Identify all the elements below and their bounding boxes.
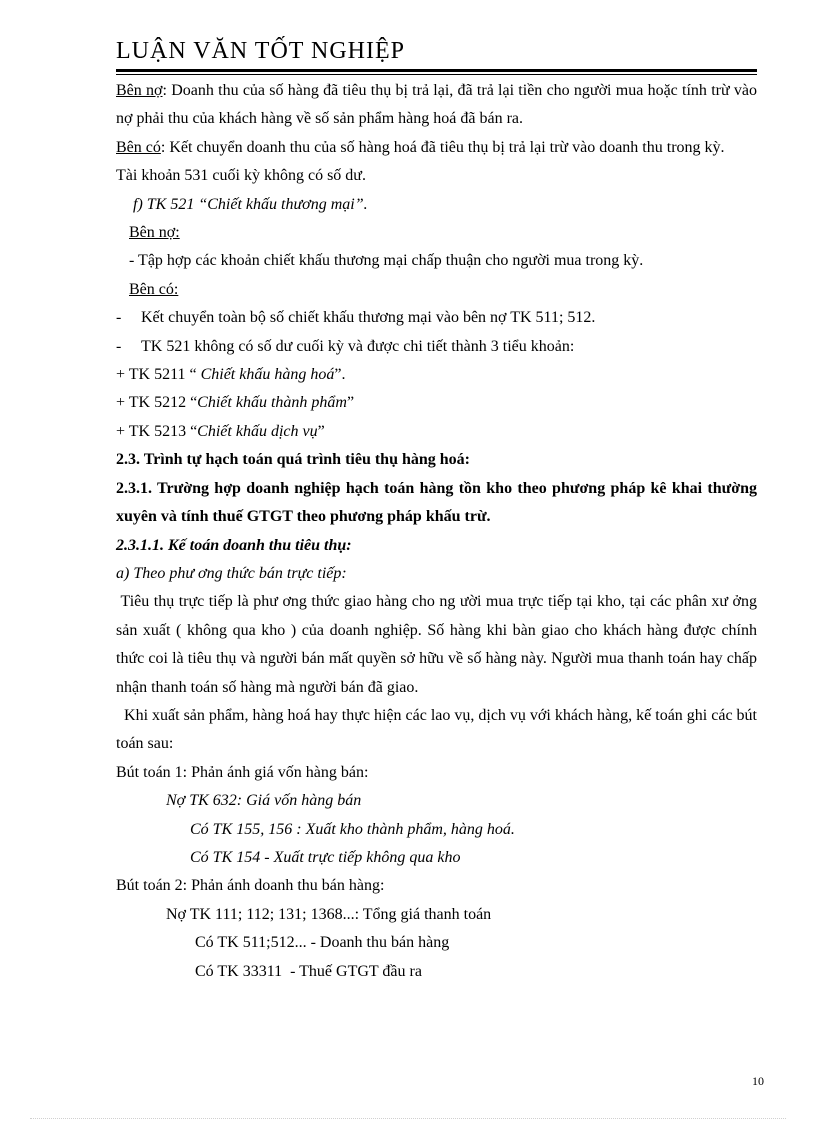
document-body [116,77,762,986]
section-heading-2-3-1: 2.3.1. Trường hợp doanh nghiệp hạch toán hàng tồn kho theo phương pháp kê khai thường xuyên và tính thuế GTGT theo phương pháp khấu trừ. [116,479,757,526]
bullet-ket-chuyen-text: Kết chuyển toàn bộ số chiết khấu thương mại vào bên nợ TK 511; 512. [141,309,596,327]
header-title: LUẬN VĂN TỐT NGHIỆP [116,38,405,64]
tk5212-suffix: ” [346,394,355,412]
line-tk5213 [116,418,757,446]
footer-divider [30,1118,786,1119]
entry-2-debit: Nợ TK 111; 112; 131; 1368...: Tổng giá thanh toán [166,905,492,923]
dash-marker: - [116,309,122,327]
bullet-ket-chuyen [116,304,757,332]
tk5212-prefix: + TK 5212 “ [116,394,198,412]
tk5211-prefix: + TK 5211 “ [116,366,201,384]
bullet-tk521 [116,333,757,361]
paragraph-tieu-thu: Tiêu thụ trực tiếp là phư ơng thức giao hàng cho ng ười mua trực tiếp tại kho, tại các phân xư ởng sản xuất ( không qua kho ) của doanh nghiệp. Số hàng khi bàn giao cho khách hàng được chính thức coi là tiêu thụ và người bán mất quyền sở hữu về số hàng này. Người mua thanh toán hay chấp nhận thanh toán số hàng mà người bán đã giao. [116,593,762,696]
label-ben-co-521-text: Bên có: [129,280,179,298]
paragraph-ben-no [116,77,757,134]
line-tk5211 [116,361,757,389]
label-ben-no: Bên nợ [116,82,163,99]
label-ben-no-521-text: Bên nợ: [129,224,180,242]
header-rule-thick [116,69,757,72]
heading-tk521: f) TK 521 “Chiết khấu thương mại”. [133,195,368,213]
entry-1-debit: Nợ TK 632: Giá vốn hàng bán [166,792,362,810]
tk5211-suffix: ”. [334,366,346,384]
label-ben-co-521 [116,276,757,304]
entry-1-credit-1: Có TK 155, 156 : Xuất kho thành phẩm, hàng hoá. [190,820,515,838]
page-header [116,36,756,66]
subheading-ban-truc-tiep: a) Theo phư ơng thức bán trực tiếp: [116,564,347,582]
page-number: 10 [752,1074,764,1088]
tk5212-name: Chiết khấu thành phẩm [197,394,347,412]
section-heading-2-3: 2.3. Trình tự hạch toán quá trình tiêu thụ hàng hoá: [116,451,470,469]
dash-marker: - [116,337,122,355]
tk5213-prefix: + TK 5213 “ [116,422,198,440]
paragraph-khi-xuat: Khi xuất sản phẩm, hàng hoá hay thực hiện các lao vụ, dịch vụ với khách hàng, kế toán ghi các bút toán sau: [116,706,762,753]
section-heading-2-3-1-1: 2.3.1.1. Kế toán doanh thu tiêu thụ: [116,536,352,554]
line-tk531: Tài khoản 531 cuối kỳ không có số dư. [116,167,366,185]
text-ben-no: : Doanh thu của số hàng đã tiêu thụ bị trả lại, đã trả lại tiền cho người mua hoặc tính trừ vào nợ phải thu của khách hàng về số sản phẩm hàng hoá đã bán ra. [116,82,757,128]
line-tk5212 [116,389,757,417]
paragraph-ben-co [116,134,757,162]
label-ben-co: Bên có [116,138,161,156]
header-rule-thin [116,74,757,75]
entry-2-credit-2: Có TK 33311 - Thuế GTGT đầu ra [195,962,422,980]
text-ben-co: : Kết chuyển doanh thu của số hàng hoá đã tiêu thụ bị trả lại trừ vào doanh thu trong kỳ. [160,138,725,156]
entry-1-heading: Bút toán 1: Phản ánh giá vốn hàng bán: [116,763,369,781]
entry-2-credit-1: Có TK 511;512... - Doanh thu bán hàng [195,934,450,952]
tk5211-name: Chiết khấu hàng hoá [200,366,335,384]
tk5213-name: Chiết khấu dịch vụ [197,422,318,440]
tk5213-suffix: ” [317,422,325,440]
entry-2-heading: Bút toán 2: Phản ánh doanh thu bán hàng: [116,877,385,895]
line-tap-hop: - Tập hợp các khoản chiết khấu thương mại chấp thuận cho người mua trong kỳ. [129,252,644,270]
bullet-tk521-text: TK 521 không có số dư cuối kỳ và được chi tiết thành 3 tiểu khoản: [141,337,575,355]
entry-1-credit-2: Có TK 154 - Xuất trực tiếp không qua kho [190,848,461,866]
label-ben-no-521 [116,219,757,247]
